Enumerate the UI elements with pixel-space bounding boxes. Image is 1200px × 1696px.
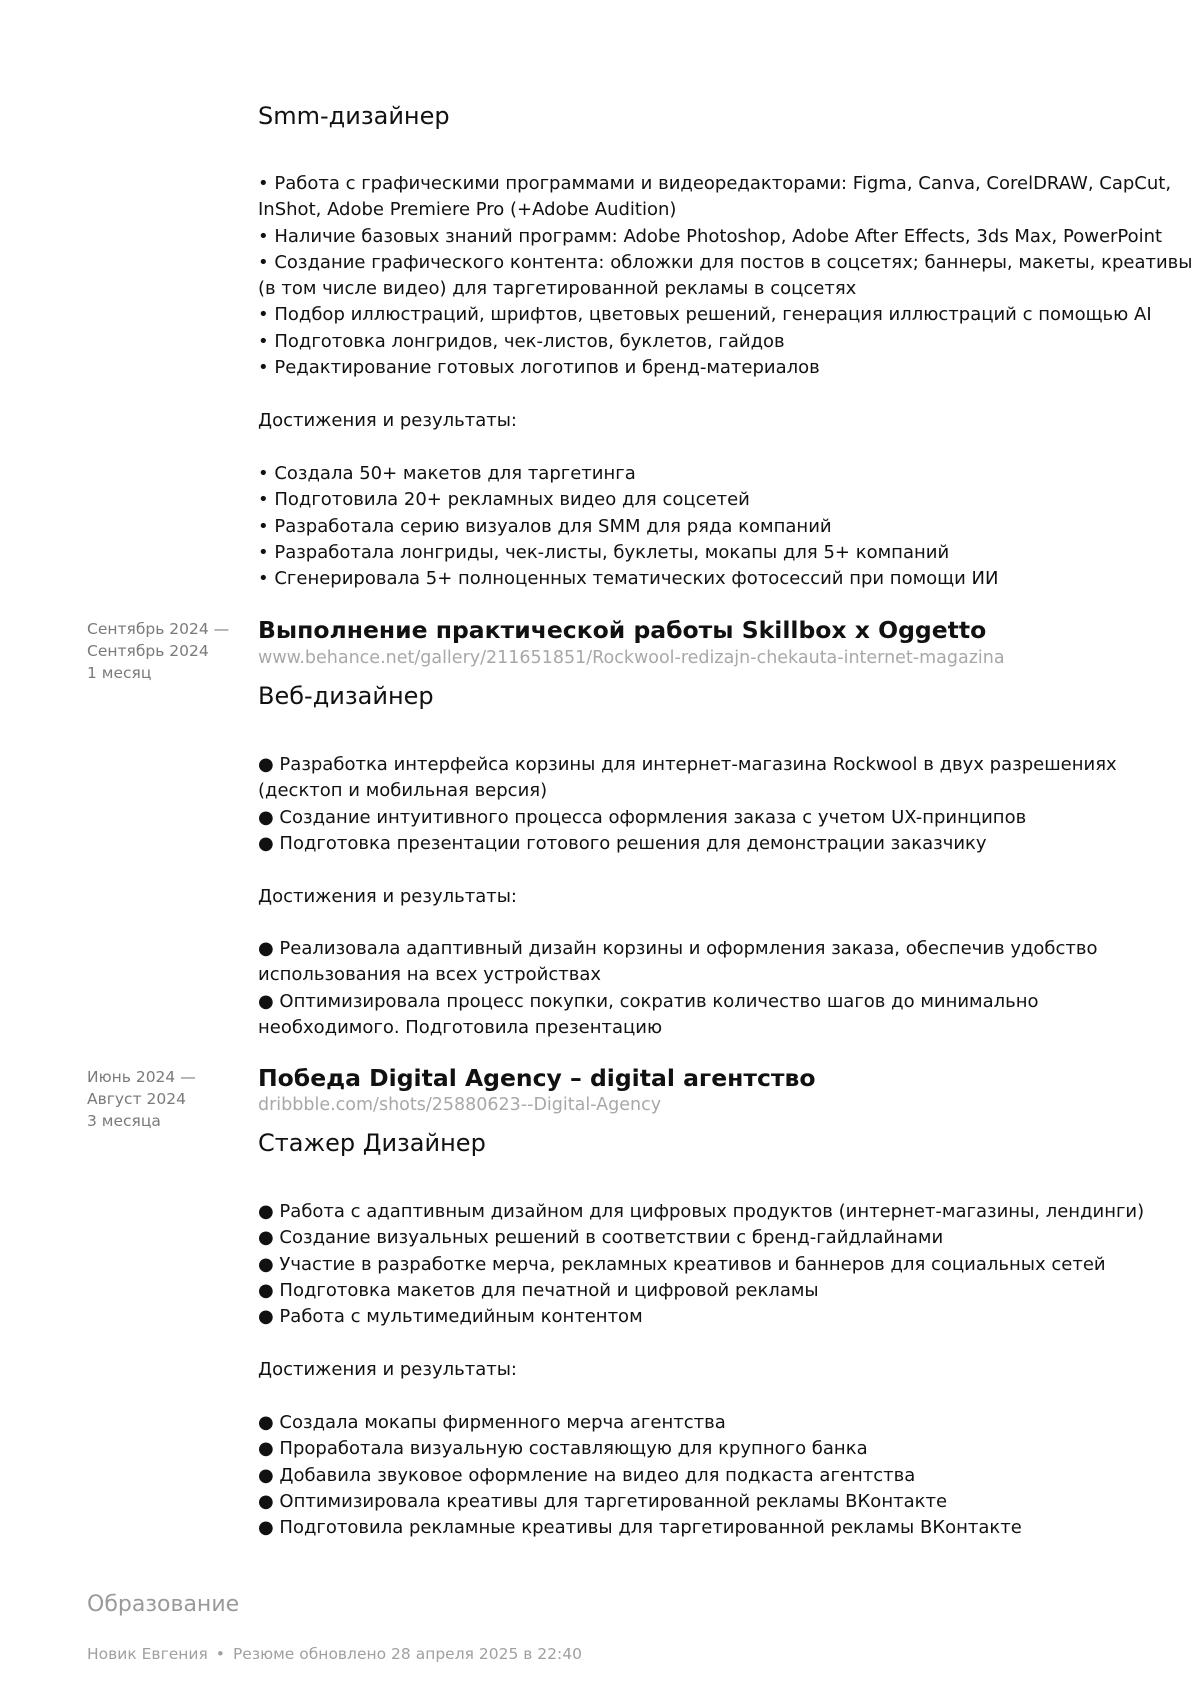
list-item: ● Подготовка макетов для печатной и цифровой рекламы (258, 1279, 819, 1301)
list-item: ● Подготовила рекламные креативы для таргетированной рекламы ВКонтакте (258, 1517, 1022, 1539)
job-role-intern-designer: Стажер Дизайнер (258, 1129, 486, 1157)
job1-achievements (258, 461, 1138, 592)
list-item: • Подбор иллюстраций, шрифтов, цветовых решений, генерация иллюстраций с помощью AI (258, 304, 1152, 326)
job2-dates: Сентябрь 2024 — Сентябрь 2024 1 месяц (87, 620, 230, 682)
list-item: ● Подготовка презентации готового решения для демонстрации заказчику (258, 832, 987, 854)
page-footer (87, 1644, 582, 1664)
list-item: (десктоп и мобильная версия) (258, 780, 548, 802)
job3-achievements (258, 1410, 1138, 1541)
job3-achievements-label: Достижения и результаты: (258, 1359, 517, 1380)
list-item: • Разработала серию визуалов для SMM для ряда компаний (258, 515, 832, 537)
list-item: ● Создание визуальных решений в соответствии с бренд-гайдлайнами (258, 1227, 944, 1249)
job2-portfolio-link[interactable]: www.behance.net/gallery/211651851/Rockwool-redizajn-chekauta-internet-magazina (258, 648, 1005, 668)
list-item: • Сгенерировала 5+ полноценных тематических фотосессий при помощи ИИ (258, 568, 999, 590)
list-item: ● Добавила звуковое оформление на видео для подкаста агентства (258, 1464, 916, 1486)
list-item: • Работа с графическими программами и видеоредакторами: Figma, Canva, CorelDRAW, CapCut, (258, 173, 1172, 194)
footer-name: Новик Евгения (87, 1645, 208, 1663)
list-item: • Подготовка лонгридов, чек-листов, буклетов, гайдов (258, 330, 785, 352)
list-item: • Разработала лонгриды, чек-листы, буклеты, мокапы для 5+ компаний (258, 541, 950, 563)
job-role-smm-designer: Smm-дизайнер (258, 102, 450, 130)
job2-duties (258, 752, 1138, 857)
list-item: ● Оптимизировала процесс покупки, сократив количество шагов до минимально (258, 990, 1039, 1012)
job3-dates: Июнь 2024 — Август 2024 3 месяца (87, 1068, 196, 1130)
job3-duties (258, 1199, 1145, 1330)
list-item: ● Оптимизировала креативы для таргетированной рекламы ВКонтакте (258, 1490, 948, 1512)
job2-achievements-label: Достижения и результаты: (258, 886, 517, 907)
list-item: InShot, Adobe Premiere Pro (+Adobe Audition) (258, 199, 677, 221)
list-item: использования на всех устройствах (258, 964, 602, 986)
list-item: ● Работа с адаптивным дизайном для цифровых продуктов (интернет-магазины, лендинги) (258, 1201, 1145, 1222)
list-item: ● Создание интуитивного процесса оформления заказа с учетом UX-принципов (258, 806, 1027, 828)
list-item: • Подготовила 20+ рекламных видео для соцсетей (258, 489, 750, 511)
list-item: • Редактирование готовых логотипов и бренд-материалов (258, 357, 820, 379)
job-role-web-designer: Веб-дизайнер (258, 682, 434, 710)
list-item: необходимого. Подготовила презентацию (258, 1016, 663, 1038)
job2-company: Выполнение практической работы Skillbox x Oggetto (258, 616, 987, 644)
list-item: • Наличие базовых знаний программ: Adobe Photoshop, Adobe After Effects, 3ds Max, PowerPoint (258, 225, 1163, 247)
footer-separator: • (215, 1645, 225, 1663)
list-item: ● Участие в разработке мерча, рекламных креативов и баннеров для социальных сетей (258, 1253, 1106, 1275)
list-item: ● Реализовала адаптивный дизайн корзины и оформления заказа, обеспечив удобство (258, 938, 1098, 959)
list-item: • Создание графического контента: обложки для постов в соцсетях; баннеры, макеты, креативы (258, 251, 1193, 273)
job1-duties (258, 171, 1193, 381)
list-item: ● Создала мокапы фирменного мерча агентства (258, 1412, 726, 1433)
job2-achievements (258, 936, 1138, 1041)
list-item: • Создала 50+ макетов для таргетинга (258, 463, 636, 484)
job3-company: Победа Digital Agency – digital агентство (258, 1064, 816, 1092)
job1-achievements-label: Достижения и результаты: (258, 410, 517, 431)
footer-updated: Резюме обновлено 28 апреля 2025 в 22:40 (232, 1645, 582, 1663)
list-item: (в том числе видео) для таргетированной рекламы в соцсетях (258, 278, 857, 300)
list-item: ● Работа с мультимедийным контентом (258, 1306, 643, 1328)
list-item: ● Проработала визуальную составляющую для крупного банка (258, 1438, 868, 1460)
job3-portfolio-link[interactable]: dribbble.com/shots/25880623--Digital-Agency (258, 1095, 662, 1115)
list-item: ● Разработка интерфейса корзины для интернет-магазина Rockwool в двух разрешениях (258, 754, 1117, 775)
section-title-education: Образование (87, 1592, 240, 1617)
